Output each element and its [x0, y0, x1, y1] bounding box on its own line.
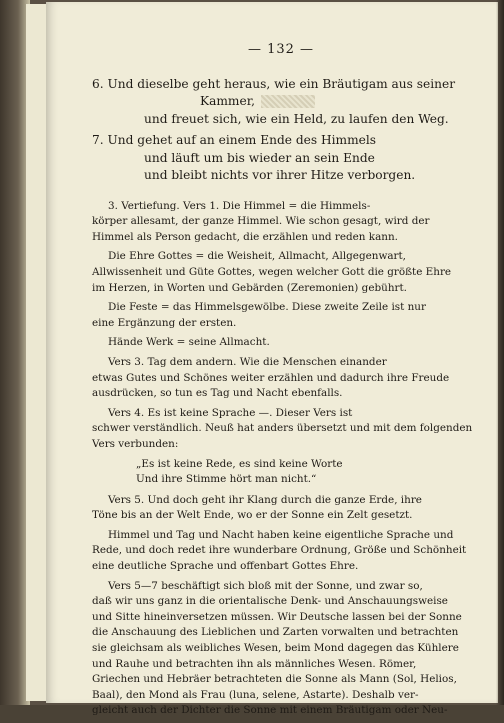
quote-line: „Es ist keine Rede, es sind keine Worte [136, 457, 343, 470]
verse-7 [92, 132, 470, 185]
commentary-paragraph [92, 199, 470, 246]
text-line: gleicht auch der Dichter die Sonne mit einem Bräutigam oder Neu- [92, 704, 448, 717]
text-line: Allwissenheit und Güte Gottes, wegen welcher Gott die größte Ehre [92, 265, 452, 278]
text-line: eine Ergänzung der ersten. [92, 316, 237, 329]
library-stamp-mark [261, 95, 315, 108]
commentary-paragraph [92, 249, 470, 296]
text-line: Vers 4. Es ist keine Sprache —. Dieser Vers ist [108, 406, 353, 419]
text-line: und Rauhe und betrachten ihn als männliches Wesen. Römer, [92, 657, 417, 670]
text-line: Die Feste = das Himmelsgewölbe. Diese zweite Zeile ist nur [108, 301, 426, 314]
text-line: ausdrücken, so tun es Tag und Nacht ebenfalls. [92, 387, 343, 400]
text-line: Baal), den Mond als Frau (luna, selene, Astarte). Deshalb ver- [92, 688, 419, 701]
commentary-paragraph [92, 335, 470, 351]
verse-line: Kammer, [92, 93, 470, 111]
verse-line: 7. Und gehet auf an einem Ende des Himmels [92, 133, 377, 148]
page-shadow [496, 0, 504, 705]
text-line: sie gleichsam als weibliches Wesen, beim Mond dagegen das Kühlere [92, 642, 459, 655]
commentary-paragraph [92, 300, 470, 331]
text-line: Die Ehre Gottes = die Weisheit, Allmacht, Allgegenwart, [108, 250, 406, 263]
verse-6 [92, 76, 470, 129]
text-line: und Sitte hineinversetzen müssen. Wir Deutsche lassen bei der Sonne [92, 610, 462, 623]
commentary-paragraph [92, 406, 473, 453]
text-line: 3. Vertiefung. Vers 1. Die Himmel = die Himmels- [108, 199, 371, 212]
commentary-paragraph [92, 355, 470, 402]
text-line: Himmel als Person gedacht, die erzählen und reden kann. [92, 230, 398, 243]
text-line: Hände Werk = seine Allmacht. [108, 336, 270, 349]
text-line: Rede, und doch redet ihre wunderbare Ordnung, Größe und Schönheit [92, 544, 467, 557]
quotation-block [92, 457, 470, 488]
text-line: die Anschauung des Lieblichen und Zarten vorwalten und betrachten [92, 626, 459, 639]
verse-line: 6. Und dieselbe geht heraus, wie ein Bräutigam aus seiner [92, 76, 456, 91]
verse-line: und bleibt nichts vor ihrer Hitze verborgen. [144, 168, 416, 183]
commentary-paragraph [92, 579, 470, 719]
quote-line: Und ihre Stimme hört man nicht.“ [136, 473, 317, 486]
text-line: Griechen und Hebräer betrachteten die Sonne als Mann (Sol, Helios, [92, 673, 457, 686]
commentary-paragraph [92, 528, 470, 575]
text-line: Vers 5—7 beschäftigt sich bloß mit der Sonne, und zwar so, [108, 579, 423, 592]
text-line: im Herzen, in Worten und Gebärden (Zeremonien) gebührt. [92, 281, 407, 294]
text-line: daß wir uns ganz in die orientalische Denk- und Anschauungsweise [92, 595, 448, 608]
text-line: Töne bis an der Welt Ende, wo er der Sonne ein Zelt gesetzt. [92, 509, 413, 522]
commentary-paragraph [92, 493, 470, 524]
text-line: körper allesamt, der ganze Himmel. Wie schon gesagt, wird der [92, 215, 430, 228]
text-line: etwas Gutes und Schönes weiter erzählen und dadurch ihre Freude [92, 371, 450, 384]
verse-line: und läuft um bis wieder an sein Ende [144, 150, 375, 165]
text-line: eine deutliche Sprache und offenbart Gottes Ehre. [92, 560, 359, 573]
page-content [92, 42, 473, 723]
text-line: Vers 3. Tag dem andern. Wie die Menschen einander [108, 355, 387, 368]
text-line: Vers verbunden: [92, 437, 179, 450]
text-line: Himmel und Tag und Nacht haben keine eigentliche Sprache und [108, 528, 454, 541]
page-number: — 132 — [247, 42, 315, 57]
text-line: Vers 5. Und doch geht ihr Klang durch die ganze Erde, ihre [108, 493, 422, 506]
verse-line: und freuet sich, wie ein Held, zu laufen den Weg. [144, 111, 449, 126]
text-line: schwer verständlich. Neuß hat anders übersetzt und mit dem folgenden [92, 422, 473, 435]
